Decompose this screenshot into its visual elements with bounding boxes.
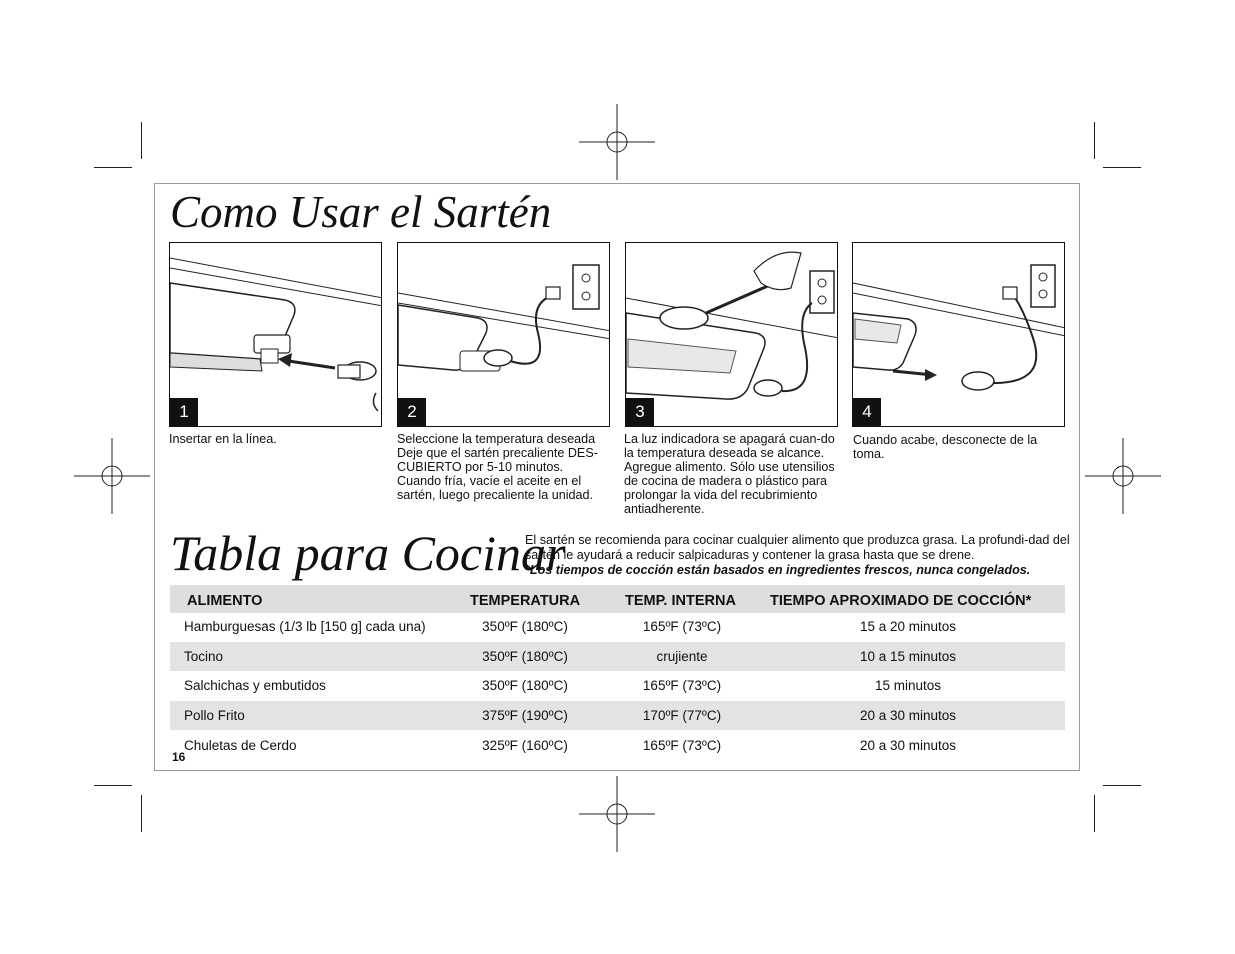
cell-food: Chuletas de Cerdo (184, 738, 297, 753)
registration-mark-icon (1085, 438, 1161, 514)
step-2-caption: Seleccione la temperatura deseada Deje que el sartén precaliente DES-CUBIERTO por 5-10 minutos. Cuando fría, vacíe el aceite en el sartén, luego precaliente la unidad. (397, 432, 598, 502)
registration-mark-icon (579, 104, 655, 180)
cell-temperature: 350ºF (180ºC) (482, 649, 568, 664)
step-number-badge: 4 (853, 398, 881, 426)
col-header-internal-temp: TEMP. INTERNA (625, 593, 736, 609)
crop-mark (1103, 785, 1141, 786)
page-title: Como Usar el Sartén (170, 187, 552, 237)
table-row (170, 731, 1065, 760)
registration-mark-icon (74, 438, 150, 514)
step-1-illustration (169, 242, 382, 427)
step-4-illustration (852, 242, 1065, 427)
cell-internal-temp: 165ºF (73ºC) (642, 619, 722, 634)
crop-mark (141, 795, 142, 832)
cell-internal-temp: crujiente (656, 649, 708, 664)
crop-mark (94, 785, 132, 786)
cell-internal-temp: 165ºF (73ºC) (642, 678, 722, 693)
step-number-badge: 2 (398, 398, 426, 426)
step-1-caption: Insertar en la línea. (169, 432, 277, 446)
col-header-cook-time: TIEMPO APROXIMADO DE COCCIÓN* (770, 593, 1032, 609)
cell-cook-time: 20 a 30 minutos (859, 738, 957, 753)
cell-internal-temp: 165ºF (73ºC) (642, 738, 722, 753)
cell-cook-time: 15 a 20 minutos (859, 619, 957, 634)
crop-mark (141, 122, 142, 159)
crop-mark (94, 167, 132, 168)
crop-mark (1094, 122, 1095, 159)
skillet-unplug-icon (853, 243, 1065, 427)
cell-internal-temp: 170ºF (77ºC) (642, 708, 722, 723)
col-header-temperature: TEMPERATURA (470, 593, 581, 609)
cell-temperature: 350ºF (180ºC) (482, 678, 568, 693)
crop-mark (1094, 795, 1095, 832)
step-2-illustration (397, 242, 610, 427)
table-row (170, 701, 1065, 730)
crop-mark (1103, 167, 1141, 168)
page-number: 16 (172, 750, 186, 764)
step-3-illustration (625, 242, 838, 427)
step-number-badge: 3 (626, 398, 654, 426)
cell-food: Hamburguesas (1/3 lb [150 g] cada una) (184, 619, 426, 634)
col-header-food: ALIMENTO (187, 593, 263, 609)
cell-cook-time: 20 a 30 minutos (859, 708, 957, 723)
cell-cook-time: 15 minutos (874, 678, 942, 693)
table-intro (525, 533, 1070, 578)
table-row (170, 671, 1065, 700)
cell-temperature: 325ºF (160ºC) (482, 738, 568, 753)
cell-temperature: 375ºF (190ºC) (482, 708, 568, 723)
table-row (170, 642, 1065, 671)
intro-note: *Los tiempos de cocción están basados en ingredientes frescos, nunca congelados. (525, 563, 1031, 577)
skillet-plug-in-icon (170, 243, 382, 427)
cell-temperature: 350ºF (180ºC) (482, 619, 568, 634)
cell-food: Pollo Frito (184, 708, 245, 723)
table-row (170, 612, 1065, 641)
cell-cook-time: 10 a 15 minutos (859, 649, 957, 664)
table-title: Tabla para Cocinar (170, 525, 566, 581)
step-4-caption: Cuando acabe, desconecte de la toma. (853, 433, 1038, 461)
cell-food: Salchichas y embutidos (184, 678, 326, 693)
skillet-outlet-icon (398, 243, 610, 427)
skillet-cooking-icon (626, 243, 838, 427)
cell-food: Tocino (184, 649, 224, 664)
registration-mark-icon (579, 776, 655, 852)
step-3-caption: La luz indicadora se apagará cuan-do la temperatura deseada se alcance. Agregue alimento. Sólo use utensilios de cocina de madera o plástico para prolongar la vida del recubrimiento antiadherente. (624, 432, 835, 516)
step-number-badge: 1 (170, 398, 198, 426)
intro-text: El sartén se recomienda para cocinar cualquier alimento que produzca grasa. La profundi-dad del sartén le ayudará a reducir salpicaduras y contener la grasa hasta que se drene. (525, 533, 1070, 562)
